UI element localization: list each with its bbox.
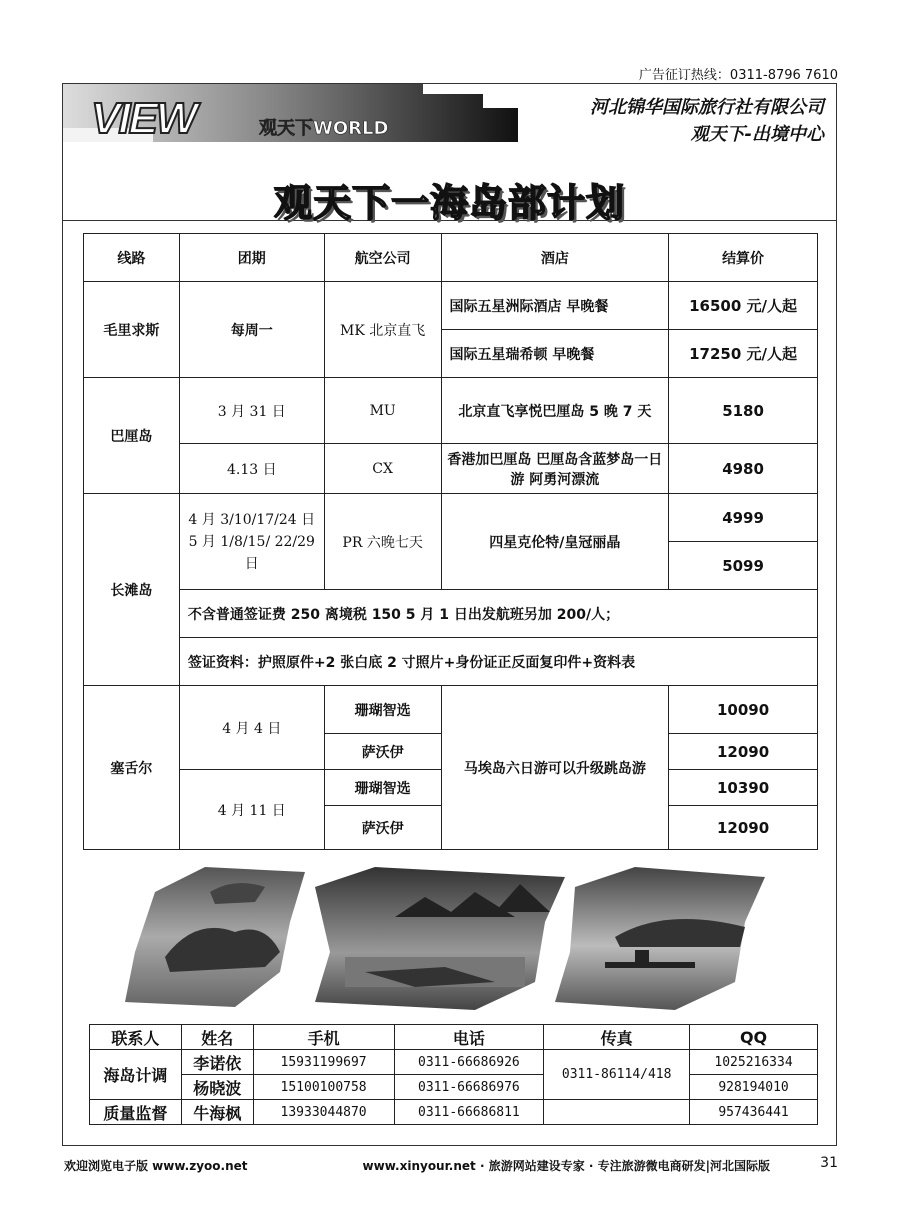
contact-mobile: 15100100758 xyxy=(253,1075,394,1100)
table-row xyxy=(84,590,818,638)
header-fax: 传真 xyxy=(544,1025,690,1050)
price-cell: 10090 xyxy=(669,686,818,734)
price-cell: 17250 元/人起 xyxy=(669,330,818,378)
contact-name: 杨晓波 xyxy=(181,1075,253,1100)
table-row xyxy=(90,1050,818,1075)
footer-right: www.xinyour.net · 旅游网站建设专家 · 专注旅游微电商研发|河北国际版 xyxy=(362,1159,770,1173)
contact-group: 质量监督 xyxy=(90,1100,182,1125)
table-row xyxy=(84,282,818,330)
header-name: 姓名 xyxy=(181,1025,253,1050)
table-row xyxy=(90,1075,818,1100)
page-title: 观天下一海岛部计划 xyxy=(273,181,625,225)
header-price: 结算价 xyxy=(669,234,818,282)
price-cell: 4999 xyxy=(669,494,818,542)
contact-phone: 0311-66686976 xyxy=(394,1075,544,1100)
airline-cell: 萨沃伊 xyxy=(324,806,441,850)
route-seychelles: 塞舌尔 xyxy=(84,686,180,850)
route-bali: 巴厘岛 xyxy=(84,378,180,494)
contact-phone: 0311-66686926 xyxy=(394,1050,544,1075)
table-header-row xyxy=(84,234,818,282)
airline-cell: MU xyxy=(324,378,441,444)
contact-table xyxy=(89,1024,818,1125)
hotel-cell: 北京直飞享悦巴厘岛 5 晚 7 天 xyxy=(441,378,669,444)
table-row xyxy=(84,686,818,734)
price-cell: 5180 xyxy=(669,378,818,444)
island-plan-table xyxy=(83,233,818,850)
header xyxy=(63,84,836,225)
company-block xyxy=(590,94,824,148)
table-row xyxy=(84,494,818,542)
table-row xyxy=(84,444,818,494)
header-airline: 航空公司 xyxy=(324,234,441,282)
company-name: 河北锦华国际旅行社有限公司 xyxy=(590,97,824,118)
contact-fax: 0311-86114/418 xyxy=(544,1050,690,1100)
price-cell: 5099 xyxy=(669,542,818,590)
airline-cell: MK 北京直飞 xyxy=(324,282,441,378)
airline-cell: 萨沃伊 xyxy=(324,734,441,770)
hotel-cell: 国际五星瑞希顿 早晚餐 xyxy=(441,330,669,378)
airline-cell: 珊瑚智选 xyxy=(324,770,441,806)
contact-qq: 928194010 xyxy=(690,1075,818,1100)
header-contact: 联系人 xyxy=(90,1025,182,1050)
date-cell: 4.13 日 xyxy=(179,444,324,494)
price-cell: 12090 xyxy=(669,734,818,770)
table-row xyxy=(90,1100,818,1125)
header-phone: 电话 xyxy=(394,1025,544,1050)
date-cell: 3 月 31 日 xyxy=(179,378,324,444)
airline-cell: CX xyxy=(324,444,441,494)
company-center: 观天下-出境中心 xyxy=(690,124,824,145)
route-mauritius: 毛里求斯 xyxy=(84,282,180,378)
price-cell: 16500 元/人起 xyxy=(669,282,818,330)
header-mobile: 手机 xyxy=(253,1025,394,1050)
footer-left: 欢迎浏览电子版 www.zyoo.net xyxy=(64,1159,248,1173)
logo-subtitle: 观天下WORLD xyxy=(259,118,389,139)
hotel-cell: 国际五星洲际酒店 早晚餐 xyxy=(441,282,669,330)
page-number: 31 xyxy=(820,1155,838,1171)
contact-phone: 0311-66686811 xyxy=(394,1100,544,1125)
price-cell: 4980 xyxy=(669,444,818,494)
route-boracay: 长滩岛 xyxy=(84,494,180,686)
ad-hotline: 广告征订热线：0311-8796 7610 xyxy=(638,68,838,83)
header-route: 线路 xyxy=(84,234,180,282)
island-photo-collage xyxy=(115,862,783,1012)
table-row xyxy=(84,378,818,444)
contact-fax-empty xyxy=(544,1100,690,1125)
hotel-cell: 四星克伦特/皇冠丽晶 xyxy=(441,494,669,590)
contact-qq: 1025216334 xyxy=(690,1050,818,1075)
airline-cell: PR 六晚七天 xyxy=(324,494,441,590)
contact-group: 海岛计调 xyxy=(90,1050,182,1100)
hotel-cell: 香港加巴厘岛 巴厘岛含蓝梦岛一日游 阿勇河漂流 xyxy=(441,444,669,494)
date-cell: 每周一 xyxy=(179,282,324,378)
contact-header-row xyxy=(90,1025,818,1050)
contact-qq: 957436441 xyxy=(690,1100,818,1125)
contact-name: 李诺依 xyxy=(181,1050,253,1075)
contact-name: 牛海枫 xyxy=(181,1100,253,1125)
header-date: 团期 xyxy=(179,234,324,282)
date-cell: 4 月 4 日 xyxy=(179,686,324,770)
hotel-cell: 马埃岛六日游可以升级跳岛游 xyxy=(441,686,669,850)
date-cell: 4 月 3/10/17/24 日 5 月 1/8/15/ 22/29 日 xyxy=(179,494,324,590)
contact-mobile: 13933044870 xyxy=(253,1100,394,1125)
airline-cell: 珊瑚智选 xyxy=(324,686,441,734)
island-photo-right xyxy=(555,867,765,1010)
header-qq: QQ xyxy=(690,1025,818,1050)
visa-note: 签证资料：护照原件+2 张白底 2 寸照片+身份证正反面复印件+资料表 xyxy=(179,638,817,686)
price-cell: 10390 xyxy=(669,770,818,806)
table-row xyxy=(84,638,818,686)
contact-mobile: 15931199697 xyxy=(253,1050,394,1075)
view-logo: VIEW xyxy=(91,94,196,143)
price-cell: 12090 xyxy=(669,806,818,850)
header-hotel: 酒店 xyxy=(441,234,669,282)
island-photo-left xyxy=(125,867,305,1007)
fee-note: 不含普通签证费 250 离境税 150 5 月 1 日出发航班另加 200/人； xyxy=(179,590,817,638)
date-cell: 4 月 11 日 xyxy=(179,770,324,850)
island-photo-center xyxy=(315,867,565,1010)
